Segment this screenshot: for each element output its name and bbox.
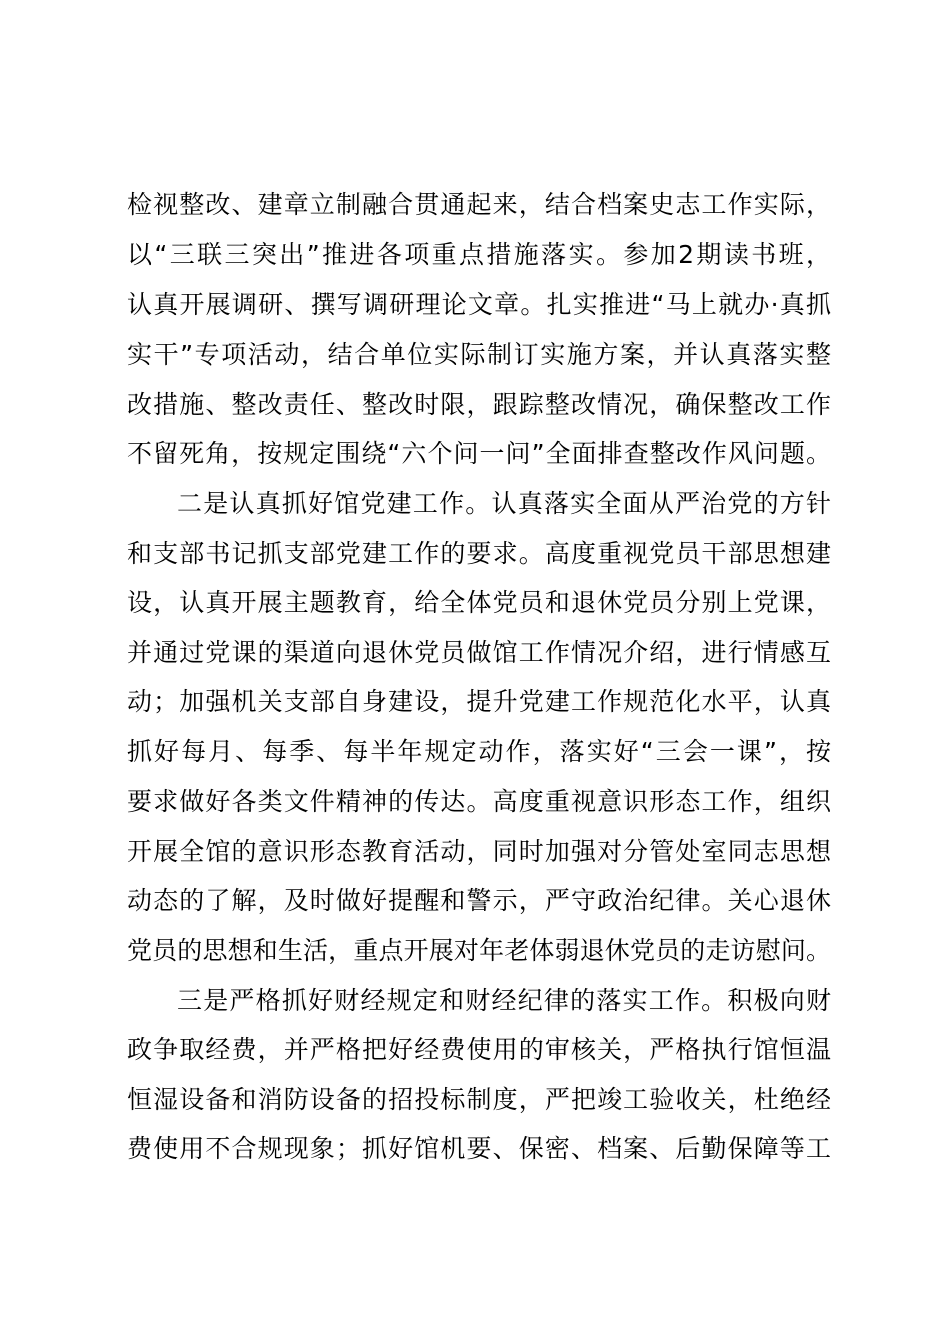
paragraph-start-line: 二是认真抓好馆党建工作。认真落实全面从严治党的方针 (177, 489, 831, 518)
text-line: 恒湿设备和消防设备的招投标制度，严把竣工验收关，杜绝经 (127, 1085, 831, 1114)
text-line: 实干”专项活动，结合单位实际制订实施方案，并认真落实整 (127, 340, 831, 369)
text-line: 检视整改、建章立制融合贯通起来，结合档案史志工作实际， (127, 190, 831, 219)
text-line: 并通过党课的渠道向退休党员做馆工作情况介绍，进行情感互 (127, 638, 831, 667)
text-line: 党员的思想和生活，重点开展对年老体弱退休党员的走访慰问。 (127, 936, 831, 965)
text-line: 认真开展调研、撰写调研理论文章。扎实推进“马上就办·真抓 (127, 290, 831, 319)
text-line: 抓好每月、每季、每半年规定动作，落实好“三会一课”，按 (127, 737, 831, 766)
text-line: 动；加强机关支部自身建设，提升党建工作规范化水平，认真 (127, 687, 831, 716)
text-line: 开展全馆的意识形态教育活动，同时加强对分管处室同志思想 (127, 837, 831, 866)
paragraph-start-line: 三是严格抓好财经规定和财经纪律的落实工作。积极向财 (177, 986, 831, 1015)
text-line: 改措施、整改责任、整改时限，跟踪整改情况，确保整改工作 (127, 390, 831, 419)
text-line: 政争取经费，并严格把好经费使用的审核关，严格执行馆恒温 (127, 1035, 831, 1064)
text-line: 费使用不合规现象；抓好馆机要、保密、档案、后勤保障等工 (127, 1134, 831, 1163)
text-line: 不留死角，按规定围绕“六个问一问”全面排查整改作风问题。 (127, 439, 831, 468)
text-line: 以“三联三突出”推进各项重点措施落实。参加2期读书班， (127, 240, 831, 269)
text-line: 设，认真开展主题教育，给全体党员和退休党员分别上党课， (127, 588, 831, 617)
text-line: 和支部书记抓支部党建工作的要求。高度重视党员干部思想建 (127, 539, 831, 568)
text-line: 要求做好各类文件精神的传达。高度重视意识形态工作，组织 (127, 787, 831, 816)
text-line: 动态的了解，及时做好提醒和警示，严守政治纪律。关心退休 (127, 886, 831, 915)
